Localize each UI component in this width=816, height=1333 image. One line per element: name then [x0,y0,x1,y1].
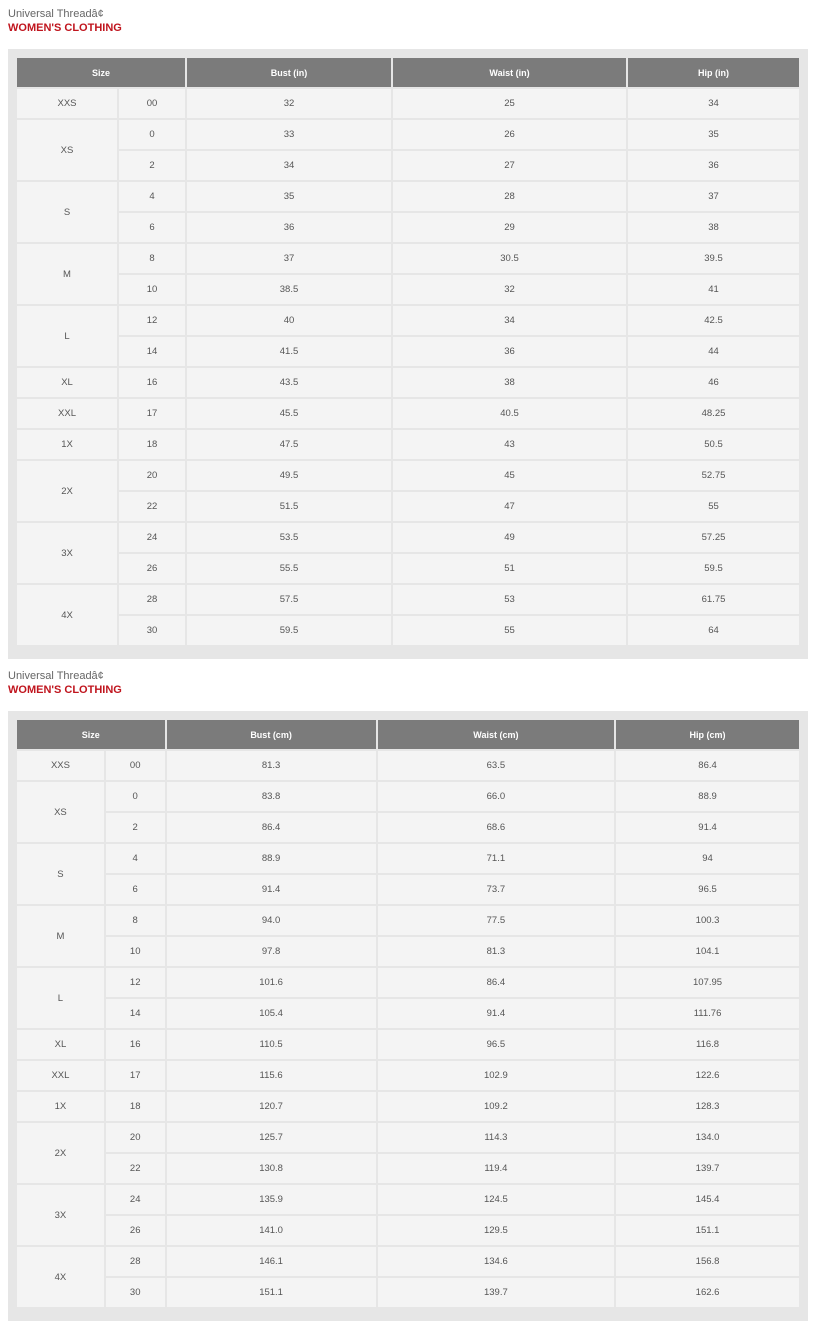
size-number-cell: 8 [119,244,185,273]
waist-cell: 26 [393,120,626,149]
size-number-cell: 24 [106,1185,165,1214]
table-row [17,1185,799,1214]
size-label-cell: XL [17,368,117,397]
table-row [17,306,799,335]
table-row [17,1030,799,1059]
hip-cell: 100.3 [616,906,799,935]
waist-cell: 73.7 [378,875,614,904]
hip-cell: 37 [628,182,799,211]
bust-cell: 35 [187,182,391,211]
table-row [17,1123,799,1152]
table-row [17,844,799,873]
table-row [17,751,799,780]
bust-cell: 151.1 [167,1278,376,1307]
hip-cell: 91.4 [616,813,799,842]
table-row [17,182,799,211]
hip-cell: 139.7 [616,1154,799,1183]
hip-cell: 107.95 [616,968,799,997]
waist-cell: 109.2 [378,1092,614,1121]
hip-cell: 94 [616,844,799,873]
size-number-cell: 14 [106,999,165,1028]
table-row [17,968,799,997]
size-label-cell: 4X [17,585,117,645]
hip-cell: 57.25 [628,523,799,552]
size-label-cell: 1X [17,430,117,459]
hip-cell: 86.4 [616,751,799,780]
size-number-cell: 30 [119,616,185,645]
hip-cell: 48.25 [628,399,799,428]
waist-cell: 40.5 [393,399,626,428]
size-number-cell: 20 [119,461,185,490]
size-number-cell: 10 [106,937,165,966]
size-label-cell: 3X [17,1185,104,1245]
bust-cell: 94.0 [167,906,376,935]
size-number-cell: 16 [106,1030,165,1059]
size-label-cell: 2X [17,461,117,521]
hip-cell: 39.5 [628,244,799,273]
bust-cell: 55.5 [187,554,391,583]
table-row [17,120,799,149]
hip-cell: 61.75 [628,585,799,614]
bust-cell: 49.5 [187,461,391,490]
waist-cell: 63.5 [378,751,614,780]
hip-cell: 52.75 [628,461,799,490]
waist-cell: 119.4 [378,1154,614,1183]
bust-cell: 146.1 [167,1247,376,1276]
size-number-cell: 00 [106,751,165,780]
size-number-cell: 0 [119,120,185,149]
size-number-cell: 26 [119,554,185,583]
size-number-cell: 4 [119,182,185,211]
size-number-cell: 28 [106,1247,165,1276]
size-number-cell: 00 [119,89,185,118]
bust-cell: 125.7 [167,1123,376,1152]
bust-cell: 51.5 [187,492,391,521]
size-label-cell: L [17,968,104,1028]
size-number-cell: 17 [106,1061,165,1090]
waist-cell: 66.0 [378,782,614,811]
header-bust: Bust (in) [187,58,391,87]
size-number-cell: 4 [106,844,165,873]
bust-cell: 81.3 [167,751,376,780]
table-row [17,1061,799,1090]
waist-cell: 102.9 [378,1061,614,1090]
hip-cell: 34 [628,89,799,118]
hip-cell: 156.8 [616,1247,799,1276]
waist-cell: 36 [393,337,626,366]
table-row [17,399,799,428]
bust-cell: 135.9 [167,1185,376,1214]
table-frame [8,711,808,1321]
table-frame [8,49,808,659]
waist-cell: 124.5 [378,1185,614,1214]
bust-cell: 43.5 [187,368,391,397]
size-number-cell: 10 [119,275,185,304]
table-row [17,813,799,842]
size-number-cell: 16 [119,368,185,397]
size-number-cell: 12 [106,968,165,997]
hip-cell: 36 [628,151,799,180]
hip-cell: 88.9 [616,782,799,811]
size-table-cm [15,718,801,1309]
size-label-cell: 4X [17,1247,104,1307]
size-label-cell: XXL [17,1061,104,1090]
size-number-cell: 22 [106,1154,165,1183]
table-row [17,999,799,1028]
bust-cell: 115.6 [167,1061,376,1090]
table-row [17,151,799,180]
waist-cell: 51 [393,554,626,583]
hip-cell: 128.3 [616,1092,799,1121]
table-row [17,461,799,490]
header-bust: Bust (cm) [167,720,376,749]
size-label-cell: XL [17,1030,104,1059]
table-header-row [17,720,799,749]
hip-cell: 38 [628,213,799,242]
table-row [17,782,799,811]
hip-cell: 104.1 [616,937,799,966]
hip-cell: 64 [628,616,799,645]
size-number-cell: 18 [119,430,185,459]
size-number-cell: 2 [119,151,185,180]
waist-cell: 139.7 [378,1278,614,1307]
table-row [17,1092,799,1121]
size-label-cell: M [17,906,104,966]
waist-cell: 45 [393,461,626,490]
waist-cell: 38 [393,368,626,397]
size-label-cell: XXS [17,89,117,118]
size-number-cell: 6 [119,213,185,242]
bust-cell: 57.5 [187,585,391,614]
size-number-cell: 20 [106,1123,165,1152]
bust-cell: 33 [187,120,391,149]
waist-cell: 129.5 [378,1216,614,1245]
size-number-cell: 18 [106,1092,165,1121]
hip-cell: 96.5 [616,875,799,904]
size-number-cell: 14 [119,337,185,366]
size-label-cell: S [17,182,117,242]
bust-cell: 110.5 [167,1030,376,1059]
size-label-cell: S [17,844,104,904]
table-row [17,875,799,904]
table-row [17,523,799,552]
table-row [17,1247,799,1276]
hip-cell: 46 [628,368,799,397]
size-label-cell: 2X [17,1123,104,1183]
size-label-cell: L [17,306,117,366]
header-size: Size [17,58,185,87]
bust-cell: 53.5 [187,523,391,552]
hip-cell: 116.8 [616,1030,799,1059]
size-label-cell: XXS [17,751,104,780]
bust-cell: 83.8 [167,782,376,811]
waist-cell: 43 [393,430,626,459]
header-hip: Hip (in) [628,58,799,87]
chart-heading: WOMEN'S CLOTHING [8,22,122,34]
hip-cell: 151.1 [616,1216,799,1245]
waist-cell: 77.5 [378,906,614,935]
bust-cell: 47.5 [187,430,391,459]
brand-name: Universal Threadâ¢ [8,670,104,682]
table-row [17,616,799,645]
hip-cell: 145.4 [616,1185,799,1214]
table-row [17,1216,799,1245]
waist-cell: 49 [393,523,626,552]
table-row [17,244,799,273]
bust-cell: 37 [187,244,391,273]
hip-cell: 44 [628,337,799,366]
bust-cell: 86.4 [167,813,376,842]
table-row [17,430,799,459]
table-row [17,89,799,118]
bust-cell: 91.4 [167,875,376,904]
bust-cell: 36 [187,213,391,242]
hip-cell: 42.5 [628,306,799,335]
table-row [17,368,799,397]
waist-cell: 71.1 [378,844,614,873]
size-number-cell: 0 [106,782,165,811]
table-row [17,275,799,304]
waist-cell: 86.4 [378,968,614,997]
table-row [17,213,799,242]
waist-cell: 34 [393,306,626,335]
size-number-cell: 2 [106,813,165,842]
hip-cell: 50.5 [628,430,799,459]
bust-cell: 32 [187,89,391,118]
chart-heading: WOMEN'S CLOTHING [8,684,122,696]
hip-cell: 111.76 [616,999,799,1028]
bust-cell: 120.7 [167,1092,376,1121]
bust-cell: 105.4 [167,999,376,1028]
header-waist: Waist (cm) [378,720,614,749]
waist-cell: 68.6 [378,813,614,842]
size-number-cell: 28 [119,585,185,614]
size-label-cell: XS [17,782,104,842]
hip-cell: 122.6 [616,1061,799,1090]
waist-cell: 32 [393,275,626,304]
size-number-cell: 12 [119,306,185,335]
size-number-cell: 22 [119,492,185,521]
waist-cell: 114.3 [378,1123,614,1152]
size-label-cell: M [17,244,117,304]
waist-cell: 55 [393,616,626,645]
hip-cell: 35 [628,120,799,149]
bust-cell: 88.9 [167,844,376,873]
brand-name: Universal Threadâ¢ [8,8,104,20]
bust-cell: 34 [187,151,391,180]
table-row [17,492,799,521]
size-number-cell: 30 [106,1278,165,1307]
bust-cell: 130.8 [167,1154,376,1183]
size-label-cell: XS [17,120,117,180]
size-table-inches [15,56,801,647]
hip-cell: 55 [628,492,799,521]
table-row [17,1154,799,1183]
size-label-cell: 3X [17,523,117,583]
waist-cell: 96.5 [378,1030,614,1059]
waist-cell: 91.4 [378,999,614,1028]
table-header-row [17,58,799,87]
hip-cell: 134.0 [616,1123,799,1152]
waist-cell: 134.6 [378,1247,614,1276]
table-row [17,906,799,935]
waist-cell: 29 [393,213,626,242]
bust-cell: 40 [187,306,391,335]
waist-cell: 28 [393,182,626,211]
bust-cell: 101.6 [167,968,376,997]
bust-cell: 141.0 [167,1216,376,1245]
table-row [17,585,799,614]
table-row [17,937,799,966]
waist-cell: 30.5 [393,244,626,273]
size-label-cell: XXL [17,399,117,428]
waist-cell: 53 [393,585,626,614]
size-number-cell: 8 [106,906,165,935]
bust-cell: 45.5 [187,399,391,428]
table-row [17,554,799,583]
bust-cell: 41.5 [187,337,391,366]
table-row [17,1278,799,1307]
bust-cell: 97.8 [167,937,376,966]
header-hip: Hip (cm) [616,720,799,749]
size-number-cell: 26 [106,1216,165,1245]
bust-cell: 38.5 [187,275,391,304]
size-number-cell: 6 [106,875,165,904]
waist-cell: 81.3 [378,937,614,966]
bust-cell: 59.5 [187,616,391,645]
hip-cell: 162.6 [616,1278,799,1307]
waist-cell: 25 [393,89,626,118]
waist-cell: 27 [393,151,626,180]
table-row [17,337,799,366]
size-number-cell: 17 [119,399,185,428]
header-waist: Waist (in) [393,58,626,87]
waist-cell: 47 [393,492,626,521]
header-size: Size [17,720,165,749]
hip-cell: 41 [628,275,799,304]
size-number-cell: 24 [119,523,185,552]
hip-cell: 59.5 [628,554,799,583]
size-label-cell: 1X [17,1092,104,1121]
